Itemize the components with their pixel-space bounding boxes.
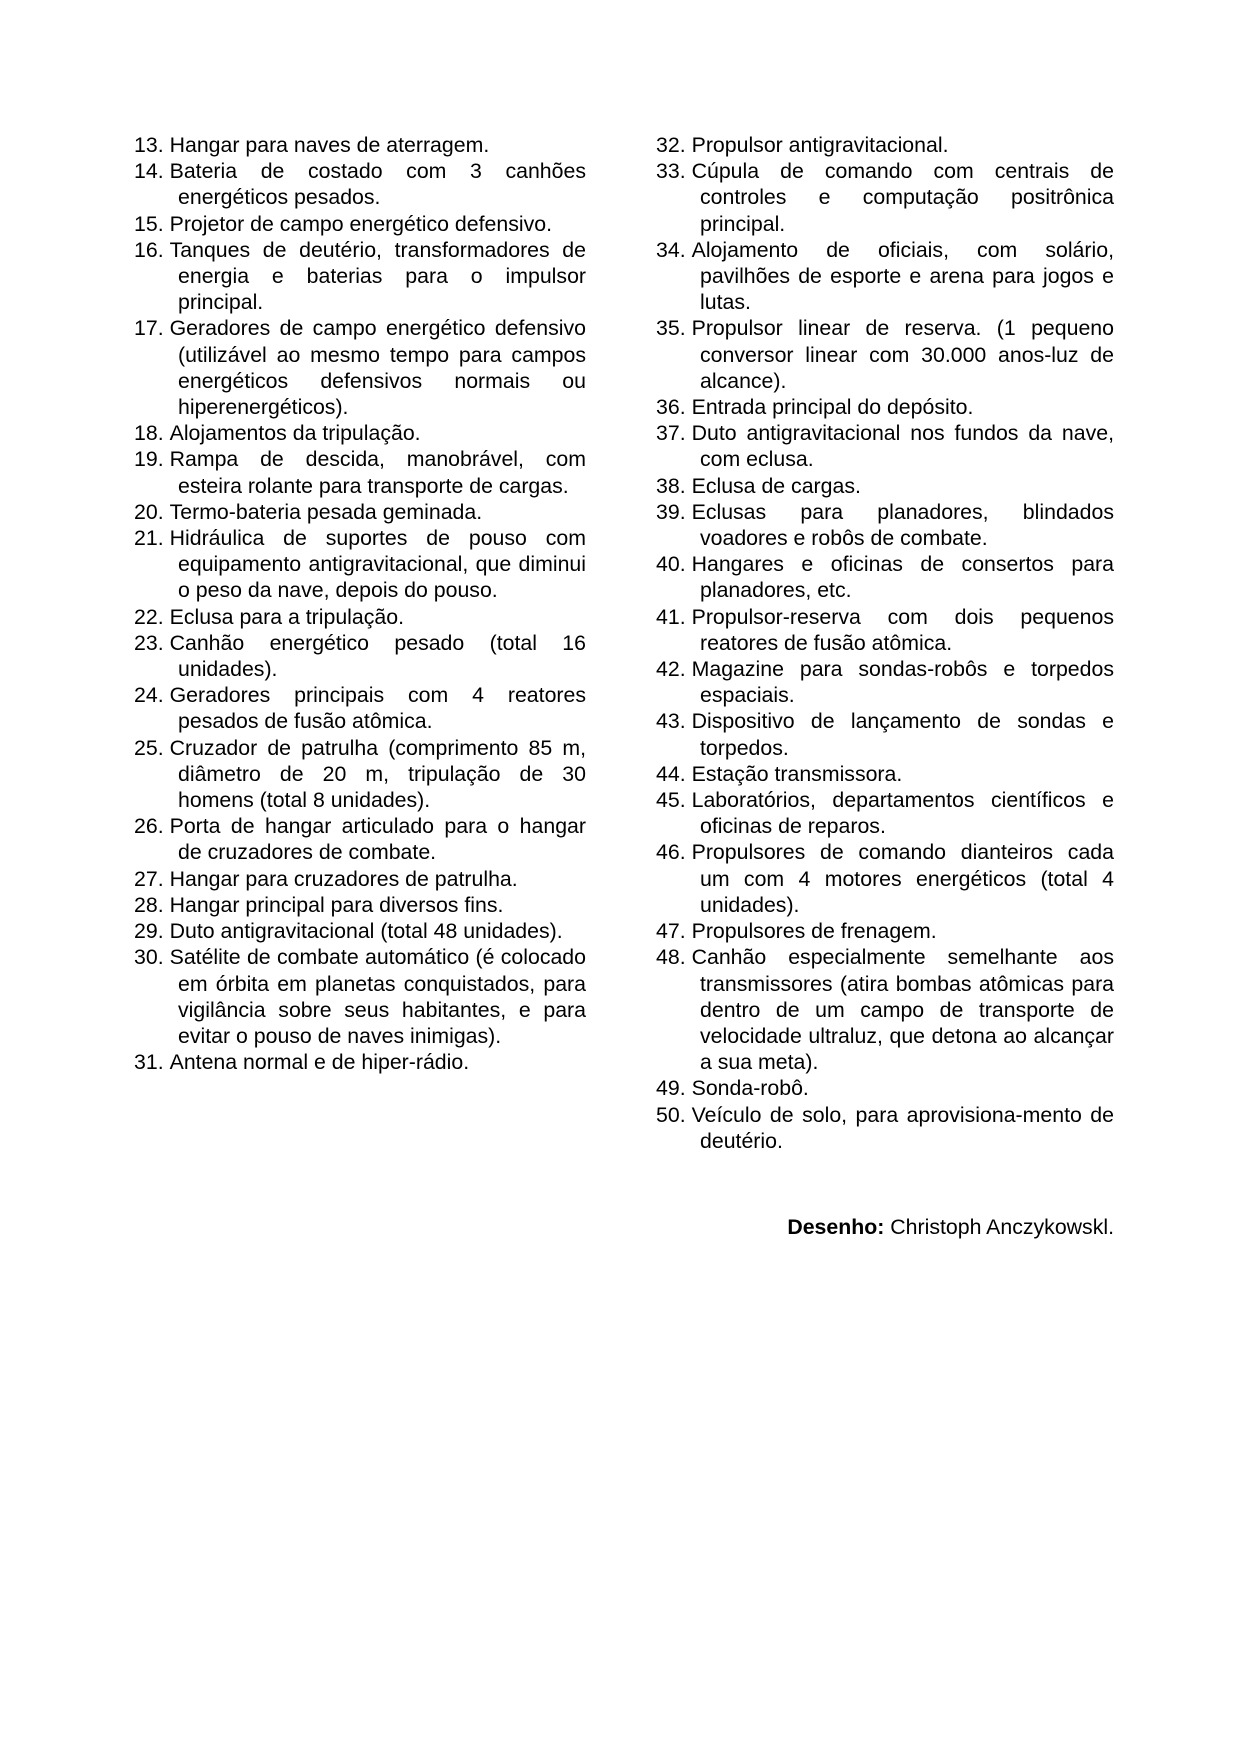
list-item xyxy=(656,944,1114,1075)
list-item xyxy=(134,813,586,865)
list-item xyxy=(134,918,586,944)
item-text: Eclusa para a tripulação. xyxy=(169,604,405,629)
list-item xyxy=(134,604,586,630)
item-number: 14. xyxy=(134,159,164,184)
item-text: Cruzador de patrulha (comprimento 85 m, diâmetro de 20 m, tripulação de 30 homens (total 8 unidades). xyxy=(169,735,586,813)
list-item xyxy=(656,158,1114,237)
item-number: 32. xyxy=(656,133,686,157)
list-item xyxy=(656,394,1114,420)
list-item xyxy=(134,892,586,918)
item-text: Alojamento de oficiais, com solário, pavilhões de esporte e arena para jogos e lutas. xyxy=(691,237,1114,315)
left-column-list xyxy=(134,132,586,1075)
item-number: 18. xyxy=(134,421,164,446)
item-number: 29. xyxy=(134,919,164,944)
item-text: Duto antigravitacional (total 48 unidades). xyxy=(169,919,563,944)
list-item xyxy=(656,132,1114,158)
list-item xyxy=(656,473,1114,499)
item-text: Eclusa de cargas. xyxy=(691,473,861,498)
list-item xyxy=(134,525,586,604)
item-text: Eclusas para planadores, blindados voadores e robôs de combate. xyxy=(691,499,1114,551)
list-item xyxy=(656,237,1114,316)
item-number: 26. xyxy=(134,814,164,839)
item-number: 41. xyxy=(656,604,686,629)
list-item xyxy=(134,735,586,814)
list-item xyxy=(134,132,586,158)
item-text: Projetor de campo energético defensivo. xyxy=(169,211,552,236)
list-item xyxy=(656,1075,1114,1101)
item-number: 27. xyxy=(134,866,164,891)
item-number: 33. xyxy=(656,159,686,184)
item-number: 16. xyxy=(134,237,164,262)
drawing-credit xyxy=(656,1214,1114,1240)
list-item xyxy=(656,787,1114,839)
item-number: 15. xyxy=(134,211,164,236)
item-text: Tanques de deutério, transformadores de energia e baterias para o impulsor principal. xyxy=(169,237,586,315)
item-text: Porta de hangar articulado para o hangar de cruzadores de combate. xyxy=(169,814,586,865)
list-item xyxy=(656,918,1114,944)
item-text: Termo-bateria pesada geminada. xyxy=(169,499,483,524)
item-text: Hangares e oficinas de consertos para planadores, etc. xyxy=(691,552,1114,603)
list-item xyxy=(656,499,1114,551)
item-number: 23. xyxy=(134,630,164,655)
item-number: 22. xyxy=(134,604,164,629)
list-item xyxy=(656,315,1114,394)
item-number: 50. xyxy=(656,1102,686,1127)
list-item xyxy=(134,211,586,237)
item-text: Bateria de costado com 3 canhões energéticos pesados. xyxy=(169,159,586,210)
item-number: 30. xyxy=(134,945,164,970)
item-number: 21. xyxy=(134,526,164,551)
list-item xyxy=(134,237,586,316)
item-text: Sonda-robô. xyxy=(691,1076,809,1101)
item-text: Propulsor antigravitacional. xyxy=(691,133,949,157)
item-text: Propulsores de frenagem. xyxy=(691,919,937,944)
item-number: 36. xyxy=(656,395,686,420)
item-text: Cúpula de comando com centrais de controles e computação positrônica principal. xyxy=(691,159,1114,236)
list-item xyxy=(656,839,1114,918)
item-number: 49. xyxy=(656,1076,686,1101)
item-number: 34. xyxy=(656,237,686,262)
item-number: 45. xyxy=(656,788,686,813)
item-number: 17. xyxy=(134,316,164,341)
item-number: 42. xyxy=(656,657,686,682)
item-text: Hidráulica de suportes de pouso com equipamento antigravitacional, que diminui o peso da nave, depois do pouso. xyxy=(169,526,586,603)
item-text: Veículo de solo, para aprovisiona-mento de deutério. xyxy=(691,1102,1114,1153)
item-text: Propulsor-reserva com dois pequenos reatores de fusão atômica. xyxy=(691,604,1114,655)
item-number: 38. xyxy=(656,473,686,498)
item-number: 46. xyxy=(656,840,686,865)
list-item xyxy=(656,551,1114,603)
credit-label: Desenho: xyxy=(787,1215,885,1239)
item-number: 35. xyxy=(656,316,686,341)
item-text: Alojamentos da tripulação. xyxy=(169,421,421,446)
item-text: Dispositivo de lançamento de sondas e torpedos. xyxy=(691,709,1114,760)
list-item xyxy=(134,682,586,734)
right-column-list xyxy=(656,132,1114,1154)
item-number: 19. xyxy=(134,447,164,472)
item-number: 47. xyxy=(656,919,686,944)
item-text: Geradores principais com 4 reatores pesados de fusão atômica. xyxy=(169,683,586,734)
item-number: 20. xyxy=(134,499,164,524)
item-number: 28. xyxy=(134,892,164,917)
item-number: 48. xyxy=(656,945,686,970)
item-text: Duto antigravitacional nos fundos da nave, com eclusa. xyxy=(691,421,1114,472)
list-item xyxy=(134,630,586,682)
list-item xyxy=(656,1102,1114,1154)
item-text: Propulsores de comando dianteiros cada um com 4 motores energéticos (total 4 unidades). xyxy=(691,840,1114,917)
item-number: 31. xyxy=(134,1050,164,1075)
item-text: Hangar para cruzadores de patrulha. xyxy=(169,866,518,891)
item-text: Hangar principal para diversos fins. xyxy=(169,892,504,917)
list-item xyxy=(134,420,586,446)
item-number: 13. xyxy=(134,133,164,157)
list-item xyxy=(656,656,1114,708)
item-text: Canhão especialmente semelhante aos transmissores (atira bombas atômicas para dentro de um campo de transporte de velocidade ultraluz, que detona ao alcançar a sua meta). xyxy=(691,945,1114,1075)
item-number: 39. xyxy=(656,499,686,524)
list-item xyxy=(656,604,1114,656)
item-text: Satélite de combate automático (é colocado em órbita em planetas conquistados, para vigilância sobre seus habitantes, e para evitar o pouso de naves inimigas). xyxy=(169,945,586,1048)
item-text: Estação transmissora. xyxy=(691,761,903,786)
list-item xyxy=(134,1049,586,1075)
list-item xyxy=(656,708,1114,760)
item-text: Geradores de campo energético defensivo (utilizável ao mesmo tempo para campos energéticos defensivos normais ou hiperenergéticos). xyxy=(169,316,586,420)
item-text: Magazine para sondas-robôs e torpedos espaciais. xyxy=(691,657,1114,708)
list-item xyxy=(656,761,1114,787)
item-text: Propulsor linear de reserva. (1 pequeno conversor linear com 30.000 anos-luz de alcance). xyxy=(691,316,1114,393)
list-item xyxy=(134,499,586,525)
credit-name: Christoph Anczykowskl. xyxy=(890,1215,1114,1239)
item-text: Antena normal e de hiper-rádio. xyxy=(169,1050,470,1075)
item-text: Canhão energético pesado (total 16 unidades). xyxy=(169,630,586,682)
item-text: Hangar para naves de aterragem. xyxy=(169,133,490,157)
list-item xyxy=(134,315,586,420)
list-item xyxy=(134,866,586,892)
item-text: Laboratórios, departamentos científicos e oficinas de reparos. xyxy=(691,788,1114,839)
list-item xyxy=(134,158,586,210)
list-item xyxy=(656,420,1114,472)
item-text: Entrada principal do depósito. xyxy=(691,395,974,420)
list-item xyxy=(134,446,586,498)
item-text: Rampa de descida, manobrável, com esteira rolante para transporte de cargas. xyxy=(169,447,586,498)
item-number: 24. xyxy=(134,683,164,708)
item-number: 44. xyxy=(656,761,686,786)
item-number: 37. xyxy=(656,421,686,446)
item-number: 40. xyxy=(656,552,686,577)
list-item xyxy=(134,944,586,1049)
item-number: 43. xyxy=(656,709,686,734)
item-number: 25. xyxy=(134,735,164,760)
